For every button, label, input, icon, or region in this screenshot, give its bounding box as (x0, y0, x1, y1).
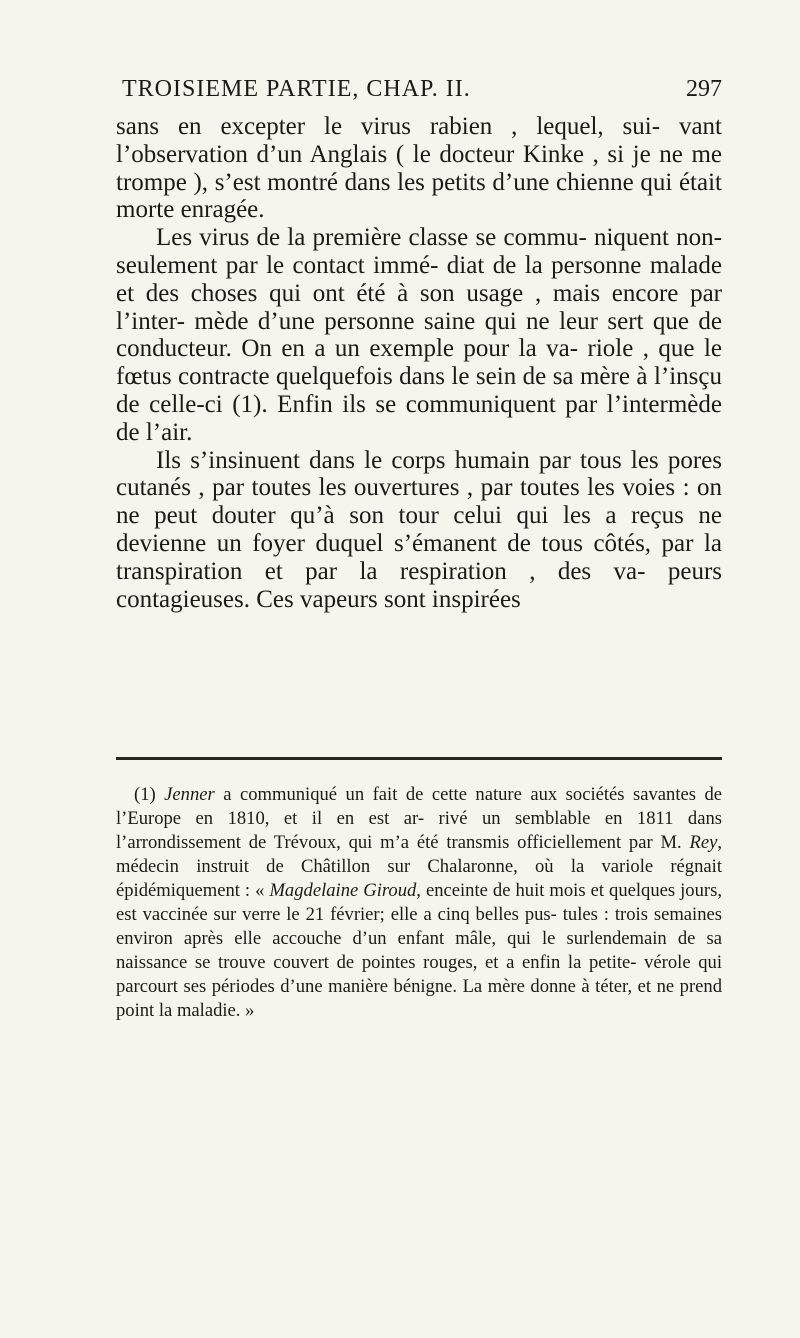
footnote-marker: (1) (134, 784, 156, 805)
footnote-separator-rule (116, 757, 722, 760)
paragraph-2: Les virus de la première classe se commu- niquent non-seulement par le contact immé- diat de la personne malade et des choses qui ont été à son usage , mais encore par l’inter- mède d’une personne saine qui ne leur sert que de conducteur. On en a un exemple pour la va- riole , que le fœtus contracte quelquefois dans le sein de sa mère à l’insçu de celle-ci (1). Enfin ils se communiquent par l’intermède de l’air. (116, 224, 722, 446)
footnote-text-2: , médecin instruit de Châtillon sur Chalaronne, où la variole régnait épidémiquement : « (116, 832, 722, 901)
footnote-text-3: , enceinte de huit mois et quelques jours, est vaccinée sur verre le 21 février; elle a cinq belles pus- tules : trois semaines environ après elle accouche d’un enfant mâle, qui le surlendemain de sa naissance se trouve couvert de pointes rouges, et a enfin la petite- vérole qui parcourt ses périodes d’une manière bénigne. La mère donne à téter, et ne prend point la maladie. » (116, 880, 722, 1021)
footnote-name-rey: Rey (689, 832, 718, 853)
chapter-title: TROISIEME PARTIE, CHAP. II. (122, 76, 471, 102)
footnote-text-1: a communiqué un fait de cette nature aux sociétés savantes de l’Europe en 1810, et il en est ar- rivé un semblable en 1811 dans l’arrondissement de Trévoux, qui m’a été transmis officiellement par M. (116, 784, 723, 853)
paragraph-3: Ils s’insinuent dans le corps humain par tous les pores cutanés , par toutes les ouvertures , par toutes les voies : on ne peut douter qu’à son tour celui qui les a reçus ne devienne un foyer duquel s’émanent de tous côtés, par la transpiration et par la respiration , des va- peurs contagieuses. Ces vapeurs sont inspirées (116, 446, 722, 613)
running-head (116, 76, 722, 108)
footnote-name-jenner: Jenner (164, 784, 215, 805)
footnote-name-giroud: Magdelaine Giroud (269, 880, 417, 901)
paragraph-1: sans en excepter le virus rabien , lequel, sui- vant l’observation d’un Anglais ( le docteur Kinke , si je ne me trompe ), s’est montré dans les petits d’une chienne qui était morte enragée. (116, 113, 722, 224)
footnote-paragraph (116, 783, 722, 1023)
footnote (116, 783, 722, 1023)
page-number: 297 (686, 76, 722, 102)
main-text (116, 113, 722, 613)
